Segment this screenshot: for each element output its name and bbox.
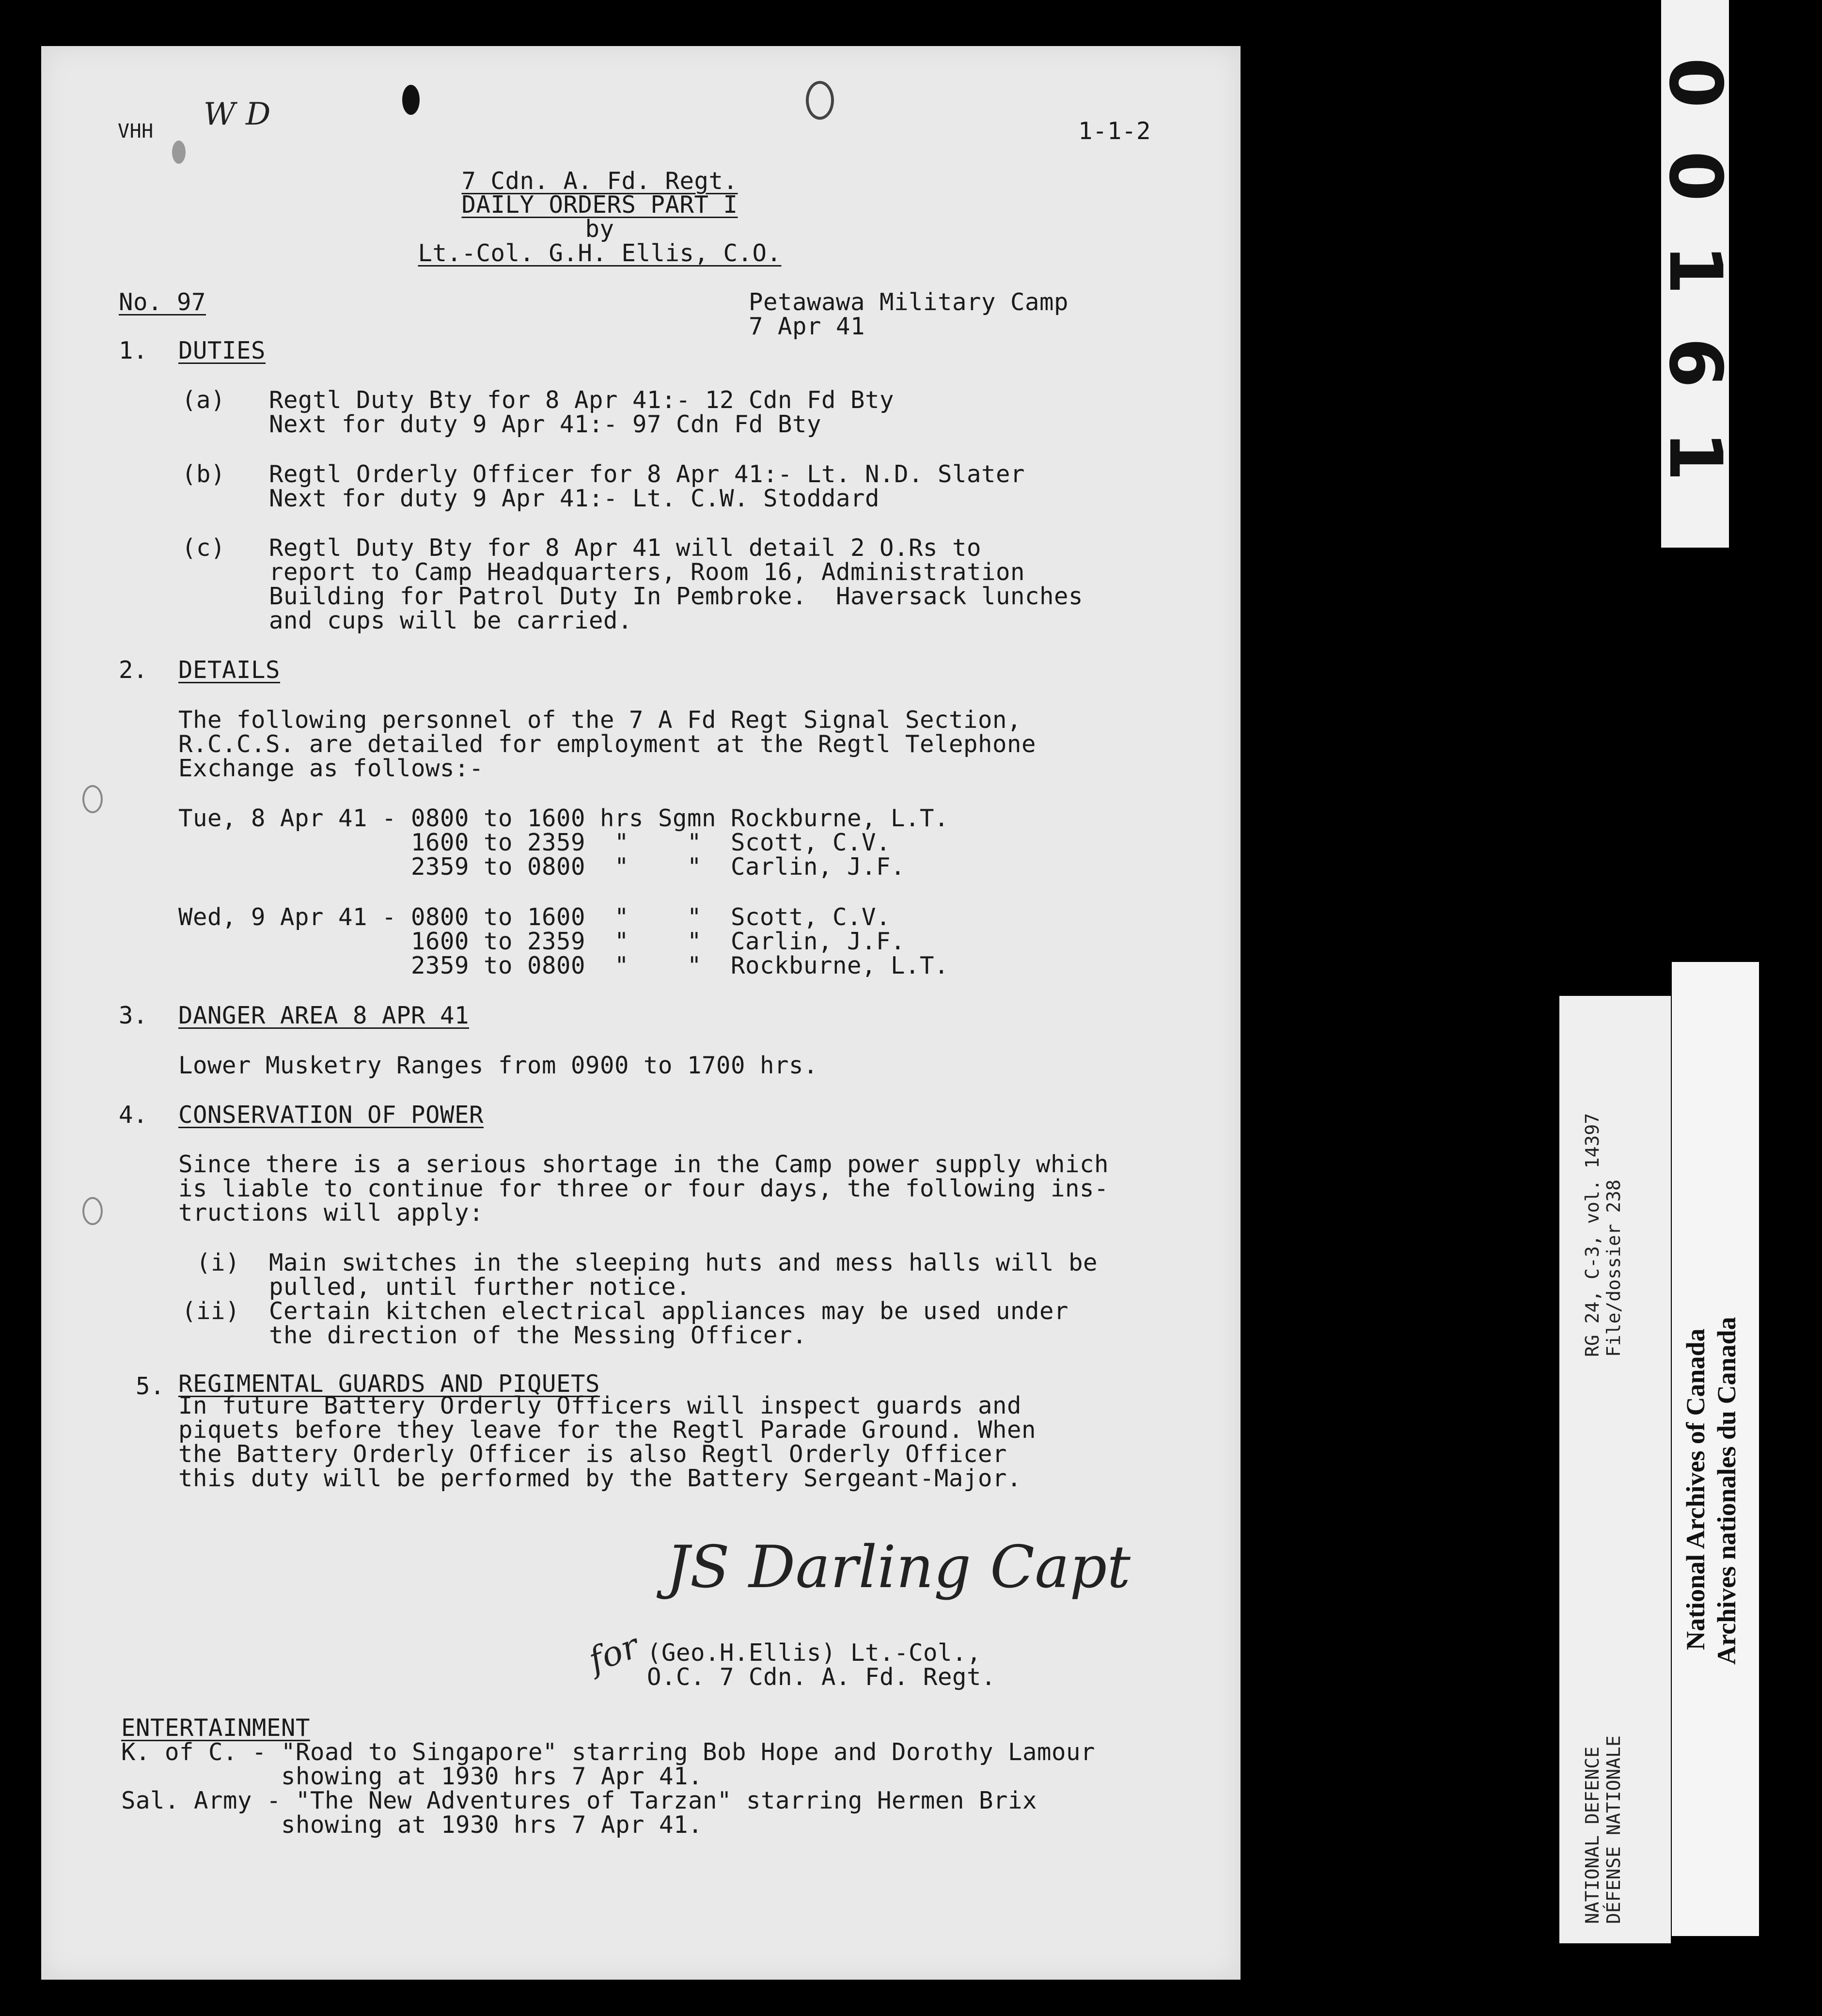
document-page — [41, 46, 1241, 1980]
section-number: 5. — [136, 1372, 165, 1400]
frame-number: 0 0 1 6 1 — [1653, 57, 1737, 490]
duty-line: report to Camp Headquarters, Room 16, Administration — [269, 558, 1025, 586]
handwritten-for: for — [583, 1625, 644, 1681]
body-line: the Battery Orderly Officer is also Regtl Orderly Officer — [178, 1440, 1007, 1468]
duty-line: Building for Patrol Duty In Pembroke. Haversack lunches — [269, 583, 1084, 610]
signature-line: O.C. 7 Cdn. A. Fd. Regt. — [647, 1663, 996, 1691]
body-line: The following personnel of the 7 A Fd Regt Signal Section, — [178, 706, 1022, 734]
body-line: this duty will be performed by the Battery Sergeant-Major. — [178, 1465, 1022, 1492]
archive-ref-line: File/dossier 238 — [1603, 1179, 1624, 1357]
unit-name: 7 Cdn. A. Fd. Regt. — [461, 167, 738, 195]
entertainment-line: showing at 1930 hrs 7 Apr 41. — [121, 1811, 703, 1839]
section-heading-duties: DUTIES — [178, 337, 266, 364]
commander: Lt.-Col. G.H. Ellis, C.O. — [418, 239, 782, 267]
body-line: tructions will apply: — [178, 1199, 484, 1227]
file-code: VHH — [118, 120, 154, 142]
punch-hole-ring — [806, 81, 834, 120]
instruction-line: pulled, until further notice. — [269, 1273, 691, 1301]
duty-line: Regtl Duty Bty for 8 Apr 41:- 12 Cdn Fd Bty — [269, 386, 895, 414]
section-heading-danger-area: DANGER AREA 8 APR 41 — [178, 1002, 470, 1029]
order-title: DAILY ORDERS PART I — [461, 191, 738, 219]
body-line: is liable to continue for three or four days, the following ins- — [178, 1175, 1109, 1202]
body-line: Since there is a serious shortage in the Camp power supply which — [178, 1150, 1109, 1178]
duty-line: Next for duty 9 Apr 41:- Lt. C.W. Stoddard — [269, 485, 880, 512]
schedule-row: Tue, 8 Apr 41 - 0800 to 1600 hrs Sgmn Rockburne, L.T. — [178, 804, 949, 832]
item-label: (i) — [196, 1249, 240, 1276]
duty-line: Next for duty 9 Apr 41:- 97 Cdn Fd Bty — [269, 410, 822, 438]
national-archives-label — [1672, 962, 1759, 1936]
duty-line: and cups will be carried. — [269, 607, 633, 634]
body-line: piquets before they leave for the Regtl Parade Ground. When — [178, 1416, 1037, 1444]
punch-hole-small — [172, 141, 186, 164]
instruction-line: Certain kitchen electrical appliances may be used under — [269, 1297, 1069, 1325]
body-line: R.C.C.S. are detailed for employment at the Regtl Telephone — [178, 730, 1037, 758]
item-label: (b) — [182, 460, 226, 488]
order-number: No. 97 — [119, 288, 206, 316]
by-line: by — [585, 215, 614, 243]
section-number: 3. — [119, 1002, 148, 1029]
section-number: 1. — [119, 337, 148, 364]
schedule-row: 1600 to 2359 " " Carlin, J.F. — [178, 928, 906, 955]
schedule-row: 1600 to 2359 " " Scott, C.V. — [178, 829, 891, 856]
section-heading-details: DETAILS — [178, 656, 281, 684]
item-label: (c) — [182, 534, 226, 562]
schedule-row: Wed, 9 Apr 41 - 0800 to 1600 " " Scott, C.V. — [178, 903, 891, 931]
location: Petawawa Military Camp — [749, 288, 1069, 316]
duty-line: Regtl Duty Bty for 8 Apr 41 will detail 2 O.Rs to — [269, 534, 982, 562]
entertainment-line: K. of C. - "Road to Singapore" starring Bob Hope and Dorothy Lamour — [121, 1738, 1096, 1766]
section-heading-guards: REGIMENTAL GUARDS AND PIQUETS — [178, 1370, 600, 1398]
archives-name-en: National Archives of Canada — [1681, 1328, 1710, 1650]
handwritten-initials: W D — [204, 96, 271, 132]
archive-ref-line: RG 24, C-3, vol. 14397 — [1582, 1113, 1603, 1357]
file-number: 1-1-2 — [1078, 117, 1151, 145]
body-line: In future Battery Orderly Officers will inspect guards and — [178, 1392, 1022, 1419]
margin-ring — [82, 1197, 103, 1225]
signature-line: (Geo.H.Ellis) Lt.-Col., — [647, 1639, 982, 1667]
entertainment-heading: ENTERTAINMENT — [121, 1714, 311, 1742]
item-label: (ii) — [182, 1297, 240, 1325]
punch-hole — [402, 85, 420, 115]
instruction-line: the direction of the Messing Officer. — [269, 1322, 807, 1349]
schedule-row: 2359 to 0800 " " Carlin, J.F. — [178, 853, 906, 881]
section-number: 2. — [119, 656, 148, 684]
item-label: (a) — [182, 386, 226, 414]
body-line: Lower Musketry Ranges from 0900 to 1700 hrs. — [178, 1052, 818, 1079]
department-line: NATIONAL DEFENCE — [1582, 1746, 1603, 1924]
archives-name-fr: Archives nationales du Canada — [1712, 1317, 1741, 1665]
body-line: Exchange as follows:- — [178, 755, 484, 782]
handwritten-signature: JS Darling Capt — [666, 1534, 1131, 1601]
order-date: 7 Apr 41 — [749, 313, 865, 340]
frame-number-stamp — [1653, 0, 1737, 548]
archive-reference-label — [1559, 996, 1671, 1943]
section-number: 4. — [119, 1101, 148, 1129]
section-heading-conservation: CONSERVATION OF POWER — [178, 1101, 484, 1129]
duty-line: Regtl Orderly Officer for 8 Apr 41:- Lt. N.D. Slater — [269, 460, 1025, 488]
entertainment-line: showing at 1930 hrs 7 Apr 41. — [121, 1763, 703, 1790]
schedule-row: 2359 to 0800 " " Rockburne, L.T. — [178, 952, 949, 979]
department-line: DÉFENSE NATIONALE — [1603, 1735, 1624, 1924]
entertainment-line: Sal. Army - "The New Adventures of Tarzan" starring Hermen Brix — [121, 1787, 1037, 1814]
margin-ring — [82, 785, 103, 813]
instruction-line: Main switches in the sleeping huts and mess halls will be — [269, 1249, 1098, 1276]
